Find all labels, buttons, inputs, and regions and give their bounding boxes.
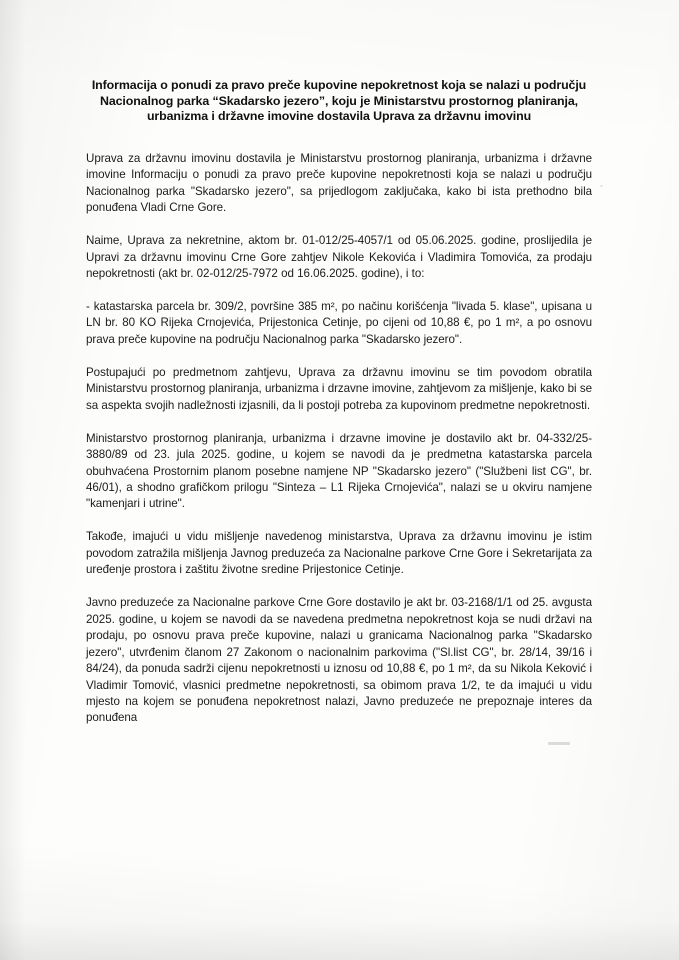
paragraph-national-parks-response: Javno preduzeće za Nacionalne parkove Crne Gore dostavilo je akt br. 03-2168/1/1 od 25. avgusta 2025. godine, u kojem se navodi da se navedena predmetna nepokretnost koja se nudi državi na prodaju, po osnovu prava preče kupovine, nalazi u granicama Nacionalnog parka "Skadarsko jezero", utvrđenim članom 27 Zakonom o nacionalnim parkovima ("Sl.list CG", br. 28/14, 39/16 i 84/24), da ponuda sadrži cijenu nepokretnosti u iznosu od 10,88 €, po 1 m², da su Nikola Keković i Vladimir Tomović, vlasnici predmetne nepokretnosti, sa obimom prava 1/2, te da imajući u vidu mjesto na kojem se ponuđena nepokretnost nalazi, Javno preduzeće ne prepoznaje interes da ponuđena xyxy=(86,596,592,725)
paragraph-request-origin: Naime, Uprava za nekretnine, aktom br. 01-012/25-4057/1 od 05.06.2025. godine, proslijedila je Upravi za državnu imovinu Crne Gore zahtjev Nikole Kekovića i Vladimira Tomovića, za prodaju nepokretnosti (akt br. 02-012/25-7972 od 16.06.2025. godine), i to: xyxy=(86,234,592,280)
document-body xyxy=(86,78,592,727)
paragraph-opinion-request: Postupajući po predmetnom zahtjevu, Uprava za državnu imovinu se tim povodom obratila Ministarstvu prostornog planiranja, urbanizma i drzavne imovine, zahtjevom za mišljenje, kako bi se sa aspekta svojih nadležnosti izjasnili, da li postoji potreba za kupovinom predmetne nepokretnosti. xyxy=(86,365,592,412)
scan-edge-shadow-bottom xyxy=(0,920,679,960)
paragraph-additional-opinions: Takođe, imajući u vidu mišljenje navedenog ministarstva, Uprava za državnu imovinu je istim povodom zatražila mišljenja Javnog preduzeća za Nacionalne parkove Crne Gore i Sekretarijata za uređenje prostora i zaštitu životne sredine Prijestonice Cetinje. xyxy=(86,530,592,577)
paragraph-ministry-response: Ministarstvo prostornog planiranja, urbanizma i drzavne imovine je dostavilo akt br. 04-332/25-3880/89 od 23. jula 2025. godine, u kojem se navodi da je predmetna katastarska parcela obuhvaćena Prostornim planom posebne namjene NP "Skadarsko jezero" ("Službeni list CG", br. 46/01), a shodno grafičkom prilogu "Sinteza – L1 Rijeka Crnojevića", nalazi se u okviru namjene "kamenjari i utrine". xyxy=(86,431,592,511)
scan-edge-shadow-left xyxy=(0,0,26,960)
scan-artifact xyxy=(548,742,570,745)
scan-artifact xyxy=(600,185,603,187)
page-title: Informacija o ponudi za pravo preče kupovine nepokretnost koja se nalazi u području Nacionalnog parka “Skadarsko jezero”, koju je Ministarstvu prostornog planiranja, urbanizma i državne imovine dostavila Uprava za državnu imovinu xyxy=(91,78,587,124)
paragraph-intro: Uprava za državnu imovinu dostavila je Ministarstvu prostornog planiranja, urbanizma i državne imovine Informaciju o ponudi za pravo preče kupovine nepokretnosti koja se nalazi u području Nacionalnog parka "Skadarsko jezero", sa prijedlogom zaključaka, kako bi ista prethodno bila ponuđena Vladi Crne Gore. xyxy=(86,151,592,215)
paragraph-parcel-details: - katastarska parcela br. 309/2, površine 385 m², po načinu korišćenja "livada 5. klase", upisana u LN br. 80 KO Rijeka Crnojevića, Prijestonica Cetinje, po cijeni od 10,88 €, po 1 m², a po osnovu prava preče kupovine na području Nacionalnog parka "Skadarsko jezero". xyxy=(86,299,592,346)
